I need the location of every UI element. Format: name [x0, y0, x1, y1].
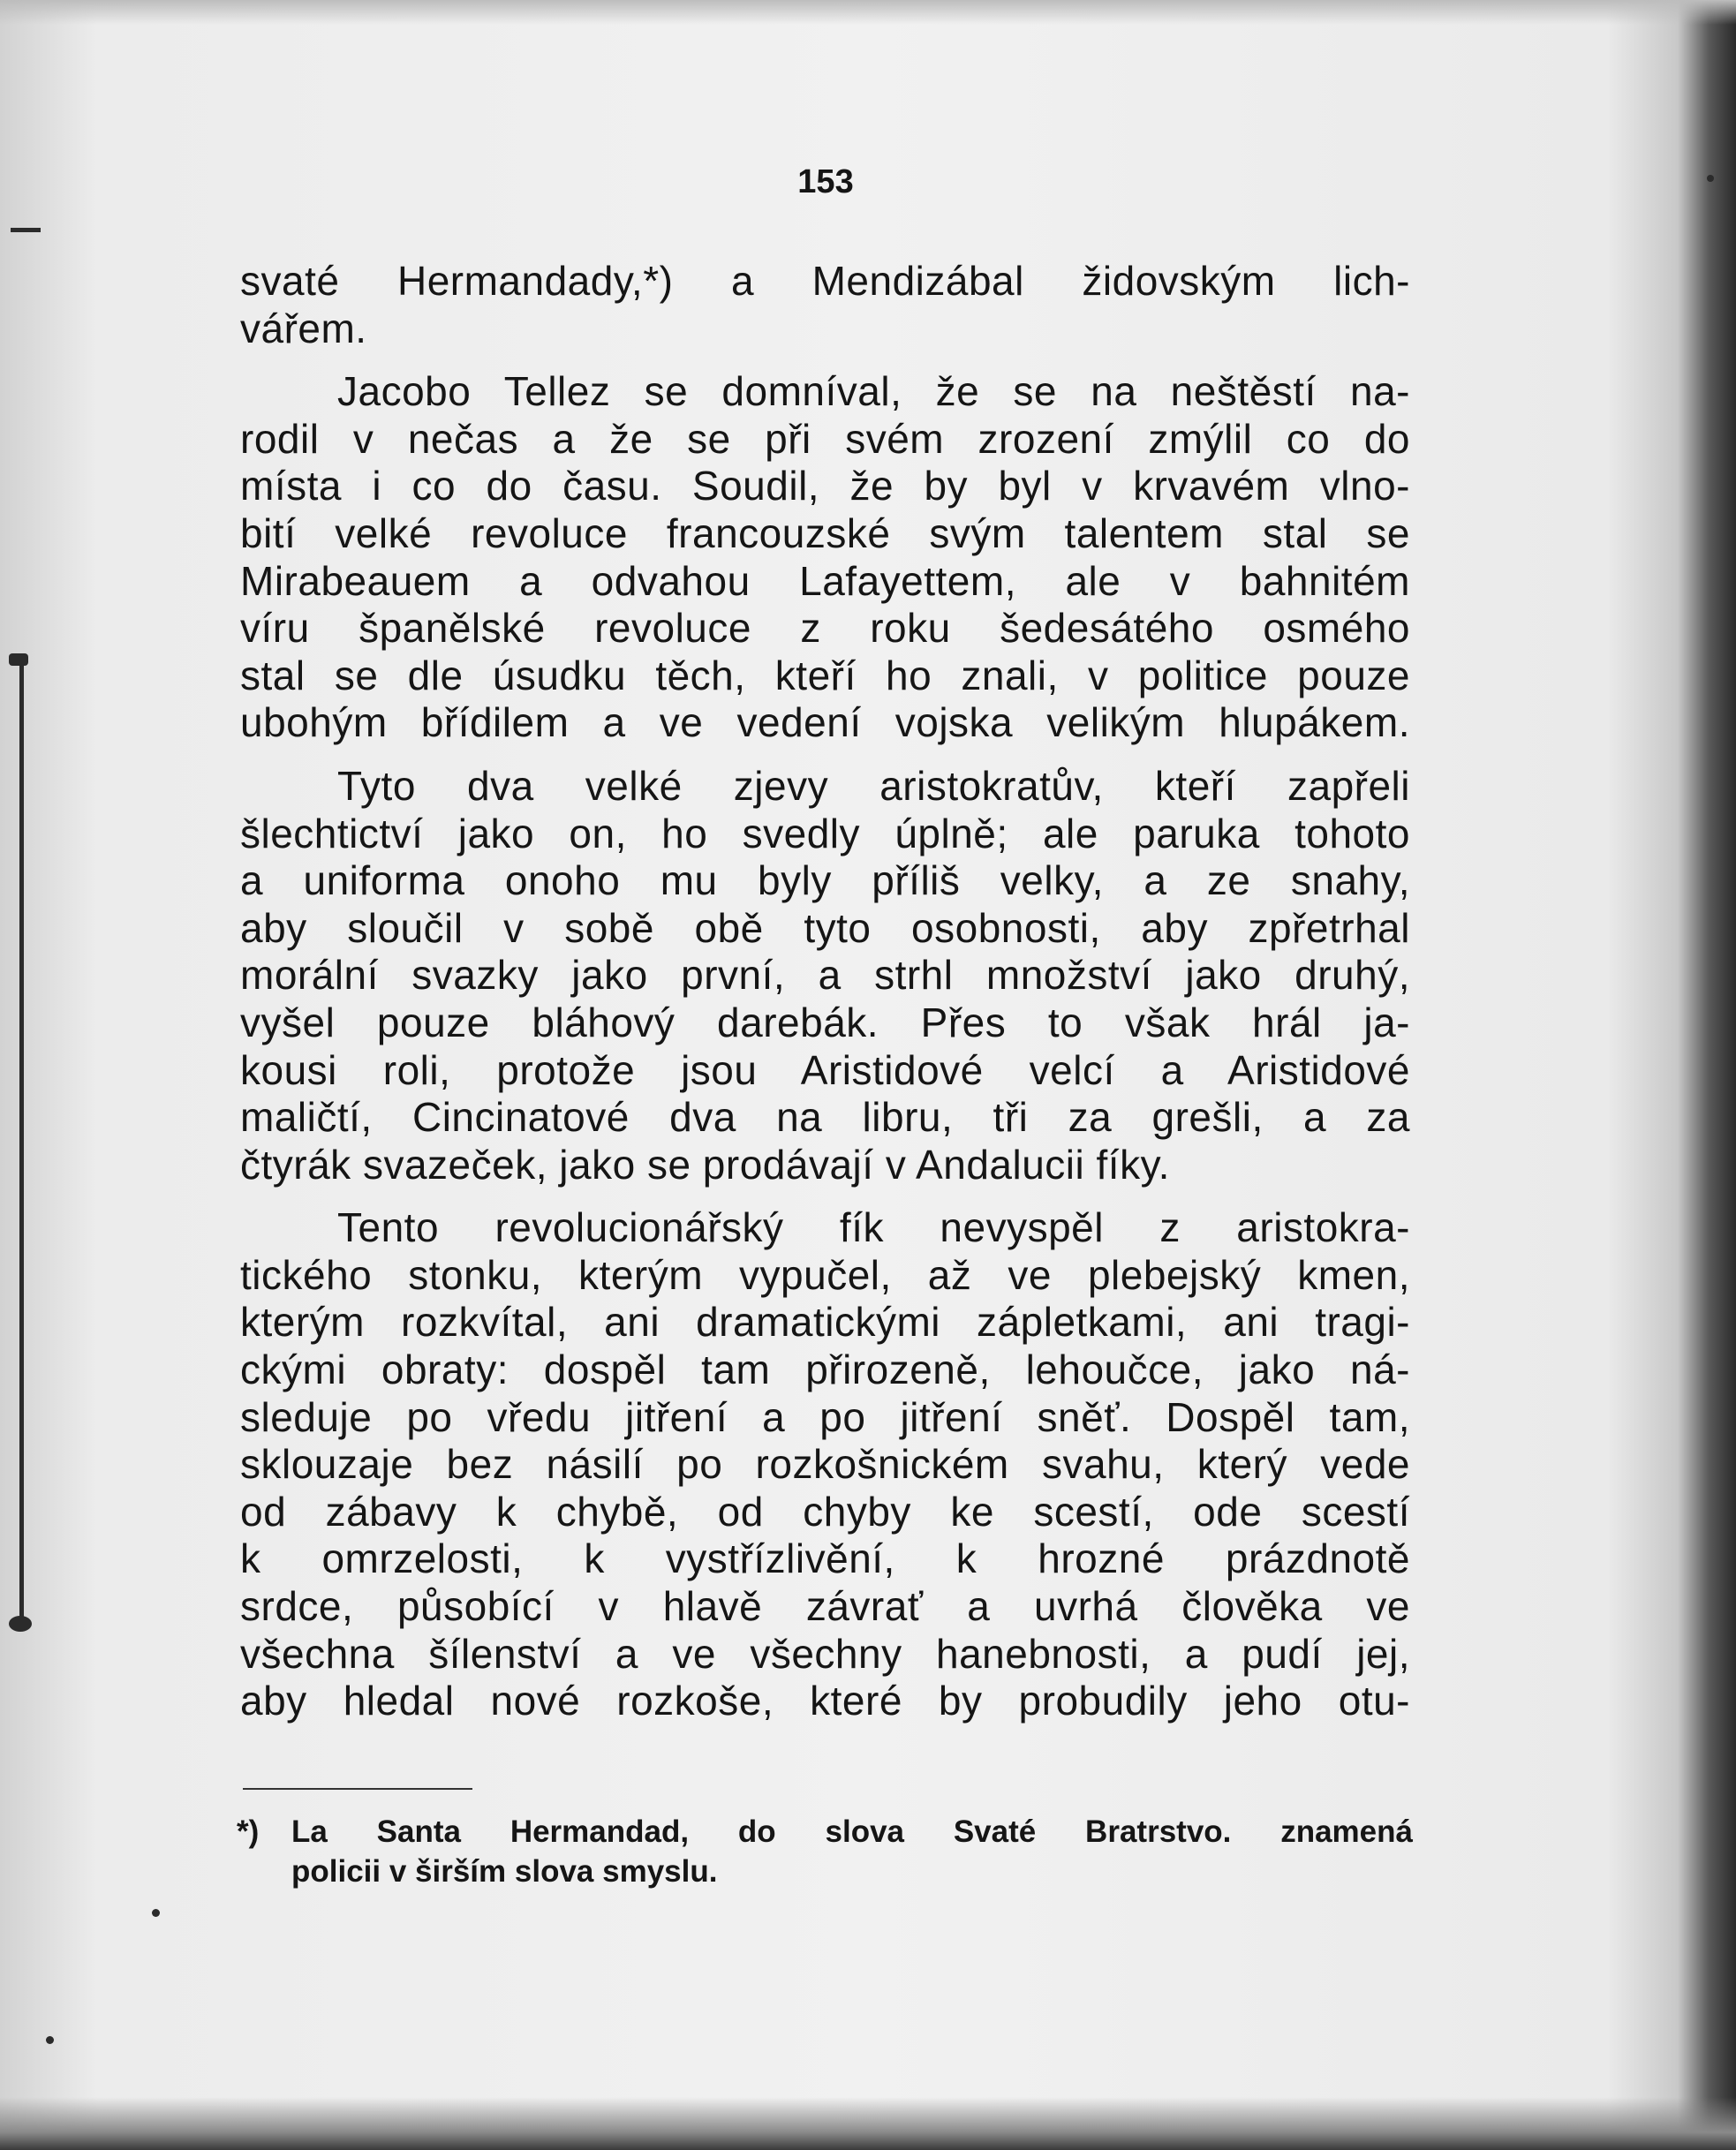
text-line: čtyrák svazeček, jako se prodávají v Andalucii fíky. [240, 1141, 1170, 1188]
margin-vertical-line [19, 658, 24, 1629]
text-line: Mirabeauem a odvahou Lafayettem, ale v bahnitém [240, 557, 1410, 604]
text-line: místa i co do času. Soudil, že by byl v krvavém vlno- [240, 463, 1410, 509]
margin-dot [46, 2036, 54, 2044]
margin-bracket-top [9, 653, 28, 666]
text-line: vářem. [240, 305, 367, 351]
footnote [237, 1812, 1413, 1891]
footnote-mark: *) [237, 1814, 260, 1849]
text-line: rodil v nečas a že se při svém zrození zmýlil co do [240, 415, 1410, 462]
margin-dot [1707, 175, 1714, 182]
text-line: maličtí, Cincinatové dva na libru, tři za grešli, a za [240, 1094, 1410, 1141]
text-line: a uniforma onoho mu byly příliš velky, a ze snahy, [240, 857, 1410, 904]
text-line: k omrzelosti, k vystřízlivění, k hrozné prázdnotě [240, 1535, 1410, 1582]
text-line: Tyto dva velké zjevy aristokratův, kteří zapřeli [337, 762, 1410, 809]
text-line: tického stonku, kterým vypučel, až ve plebejský kmen, [240, 1251, 1410, 1298]
text-line: Tento revolucionářský fík nevyspěl z aristokra- [337, 1204, 1410, 1251]
text-line: kousi roli, protože jsou Aristidové velcí a Aristidové [240, 1046, 1410, 1093]
text-line: srdce, působící v hlavě závrať a uvrhá člověka ve [240, 1583, 1410, 1630]
text-line: víru španělské revoluce z roku šedesátého osmého [240, 605, 1410, 652]
footnote-divider [243, 1788, 472, 1790]
text-line: ubohým břídilem a ve vedení vojska velikým hlupákem. [240, 699, 1410, 746]
text-line: sklouzaje bez násilí po rozkošnickém svahu, který vede [240, 1441, 1410, 1488]
footnote-line [237, 1812, 1413, 1852]
page-number: 153 [797, 163, 854, 200]
text-line: šlechtictví jako on, ho svedly úplně; ale paruka tohoto [240, 810, 1410, 856]
text-line: aby hledal nové rozkoše, které by probudily jeho otu- [240, 1678, 1410, 1724]
text-line: morální svazky jako první, a strhl množství jako druhý, [240, 952, 1410, 999]
footnote-text: La Santa Hermandad, do slova Svaté Bratrstvo. znamená [291, 1814, 1413, 1849]
page-top-shadow [0, 0, 1736, 25]
text-line: svaté Hermandady,*) a Mendizábal židovským lich- [240, 258, 1410, 304]
margin-bracket-bottom [9, 1616, 32, 1632]
text-line: aby sloučil v sobě obě tyto osobnosti, aby zpřetrhal [240, 904, 1410, 951]
text-line: ckými obraty: dospěl tam přirozeně, lehoučce, jako ná- [240, 1347, 1410, 1393]
text-line: vyšel pouze bláhový darebák. Přes to však hrál ja- [240, 999, 1410, 1045]
text-line: všechna šílenství a ve všechny hanebnosti, a pudí jej, [240, 1630, 1410, 1677]
margin-dot [152, 1909, 160, 1917]
footnote-line: policii v širším slova smyslu. [291, 1854, 718, 1889]
page-bottom-shadow [0, 2097, 1736, 2150]
body-text [240, 258, 1410, 1725]
text-line: od zábavy k chybě, od chyby ke scestí, ode scestí [240, 1488, 1410, 1535]
text-line: bití velké revoluce francouzské svým talentem stal se [240, 509, 1410, 556]
margin-dash-mark [11, 228, 41, 232]
text-line: kterým rozkvítal, ani dramatickými zápletkami, ani tragi- [240, 1299, 1410, 1346]
text-line: stal se dle úsudku těch, kteří ho znali, v politice pouze [240, 652, 1410, 698]
text-line: Jacobo Tellez se domníval, že se na neštěstí na- [337, 368, 1410, 415]
text-line: sleduje po vředu jitření a po jitření sněť. Dospěl tam, [240, 1393, 1410, 1440]
